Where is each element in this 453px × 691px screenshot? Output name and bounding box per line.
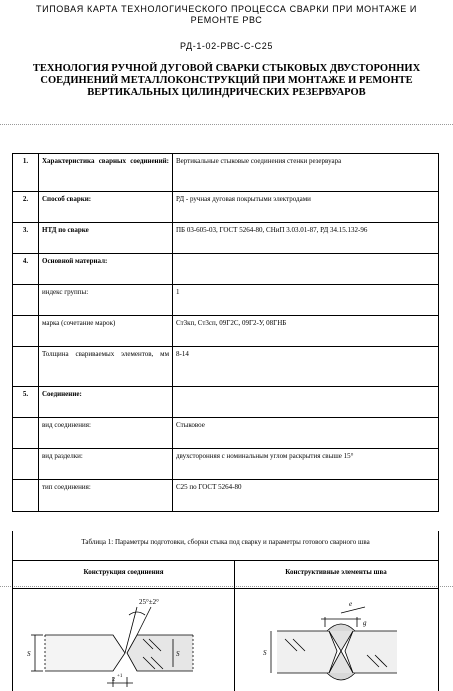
document-title [10, 63, 443, 99]
weld-elements-header: Конструктивные элементы шва [234, 561, 438, 589]
row-label: индекс группы: [39, 285, 173, 316]
row-number: 2. [13, 192, 39, 223]
weld-thickness-label: S [263, 649, 267, 657]
title-line-1: ТЕХНОЛОГИЯ РУЧНОЙ ДУГОВОЙ СВАРКИ СТЫКОВЫХ ДВУСТОРОННИХ [32, 63, 421, 74]
table-row [13, 449, 439, 480]
row-number [13, 480, 39, 512]
gap-label: 2 [112, 677, 115, 683]
table-caption: Таблица 1: Параметры подготовки, сборки стыка под сварку и параметры готового сварного шва [12, 531, 439, 561]
table-row [13, 418, 439, 449]
row-value [173, 254, 439, 285]
row-value: Ст3кп, Ст3сп, 09Г2С, 09Г2-У, 08ГНБ [173, 316, 439, 347]
row-value: 1 [173, 285, 439, 316]
header-line-1: ТИПОВАЯ КАРТА ТЕХНОЛОГИЧЕСКОГО ПРОЦЕССА СВАРКИ ПРИ МОНТАЖЕ И [36, 4, 417, 14]
row-label: Способ сварки: [39, 192, 173, 223]
document-code: РД-1-02-РВС-С-С25 [180, 41, 273, 51]
row-label: Характеристика сварных соединений: [39, 154, 173, 192]
row-label: вид разделки: [39, 449, 173, 480]
document-header [0, 4, 453, 26]
thickness-label: S [27, 650, 31, 658]
row-label: Соединение: [39, 387, 173, 418]
weld-reinforcement-label: g [363, 619, 367, 627]
table-row [13, 192, 439, 223]
thickness-label-right: S [176, 650, 180, 658]
row-number [13, 316, 39, 347]
table-row [13, 387, 439, 418]
joint-construction-drawing [13, 591, 233, 691]
row-value: Стыковое [173, 418, 439, 449]
title-line-3: ВЕРТИКАЛЬНЫХ ЦИЛИНДРИЧЕСКИХ РЕЗЕРВУАРОВ [87, 87, 366, 98]
column-divider [234, 561, 235, 691]
table-row [13, 480, 439, 512]
table-row [13, 223, 439, 254]
table-row [13, 316, 439, 347]
row-label: тип соединения: [39, 480, 173, 512]
row-number: 5. [13, 387, 39, 418]
row-value: 8-14 [173, 347, 439, 387]
parameters-table [12, 153, 439, 512]
row-label: НТД по сварке [39, 223, 173, 254]
header-line-2: РЕМОНТЕ РВС [190, 15, 263, 25]
table-row [13, 254, 439, 285]
row-value: двухсторонняя с номинальным углом раскрытия свыше 15° [173, 449, 439, 480]
joint-construction-header: Конструкция соединения [13, 561, 234, 589]
table-row [13, 154, 439, 192]
title-line-2: СОЕДИНЕНИЙ МЕТАЛЛОКОНСТРУКЦИЙ ПРИ МОНТАЖЕ И РЕМОНТЕ [40, 75, 413, 86]
row-number [13, 347, 39, 387]
row-label: Толщина свариваемых элементов, мм [39, 347, 173, 387]
row-number [13, 449, 39, 480]
dotted-separator [0, 124, 453, 125]
table-row [13, 347, 439, 387]
row-number [13, 418, 39, 449]
row-number [13, 285, 39, 316]
joint-drawings-section [12, 561, 439, 691]
row-label: марка (сочетание марок) [39, 316, 173, 347]
row-label: вид соединения: [39, 418, 173, 449]
weld-elements-drawing [237, 591, 437, 691]
table-row [13, 285, 439, 316]
angle-label: 25°±2° [139, 598, 159, 606]
row-number: 1. [13, 154, 39, 192]
row-value [173, 387, 439, 418]
row-number: 4. [13, 254, 39, 285]
gap-tolerance-label: +1 [117, 674, 123, 679]
row-number: 3. [13, 223, 39, 254]
row-value: РД - ручная дуговая покрытыми электродами [173, 192, 439, 223]
row-value: ПБ 03-605-03, ГОСТ 5264-80, СНиП 3.03.01-87, РД 34.15.132-96 [173, 223, 439, 254]
row-value: Вертикальные стыковые соединения стенки резервуара [173, 154, 439, 192]
weld-width-label: e [349, 600, 353, 608]
row-label: Основной материал: [39, 254, 173, 285]
row-value: С25 по ГОСТ 5264-80 [173, 480, 439, 512]
